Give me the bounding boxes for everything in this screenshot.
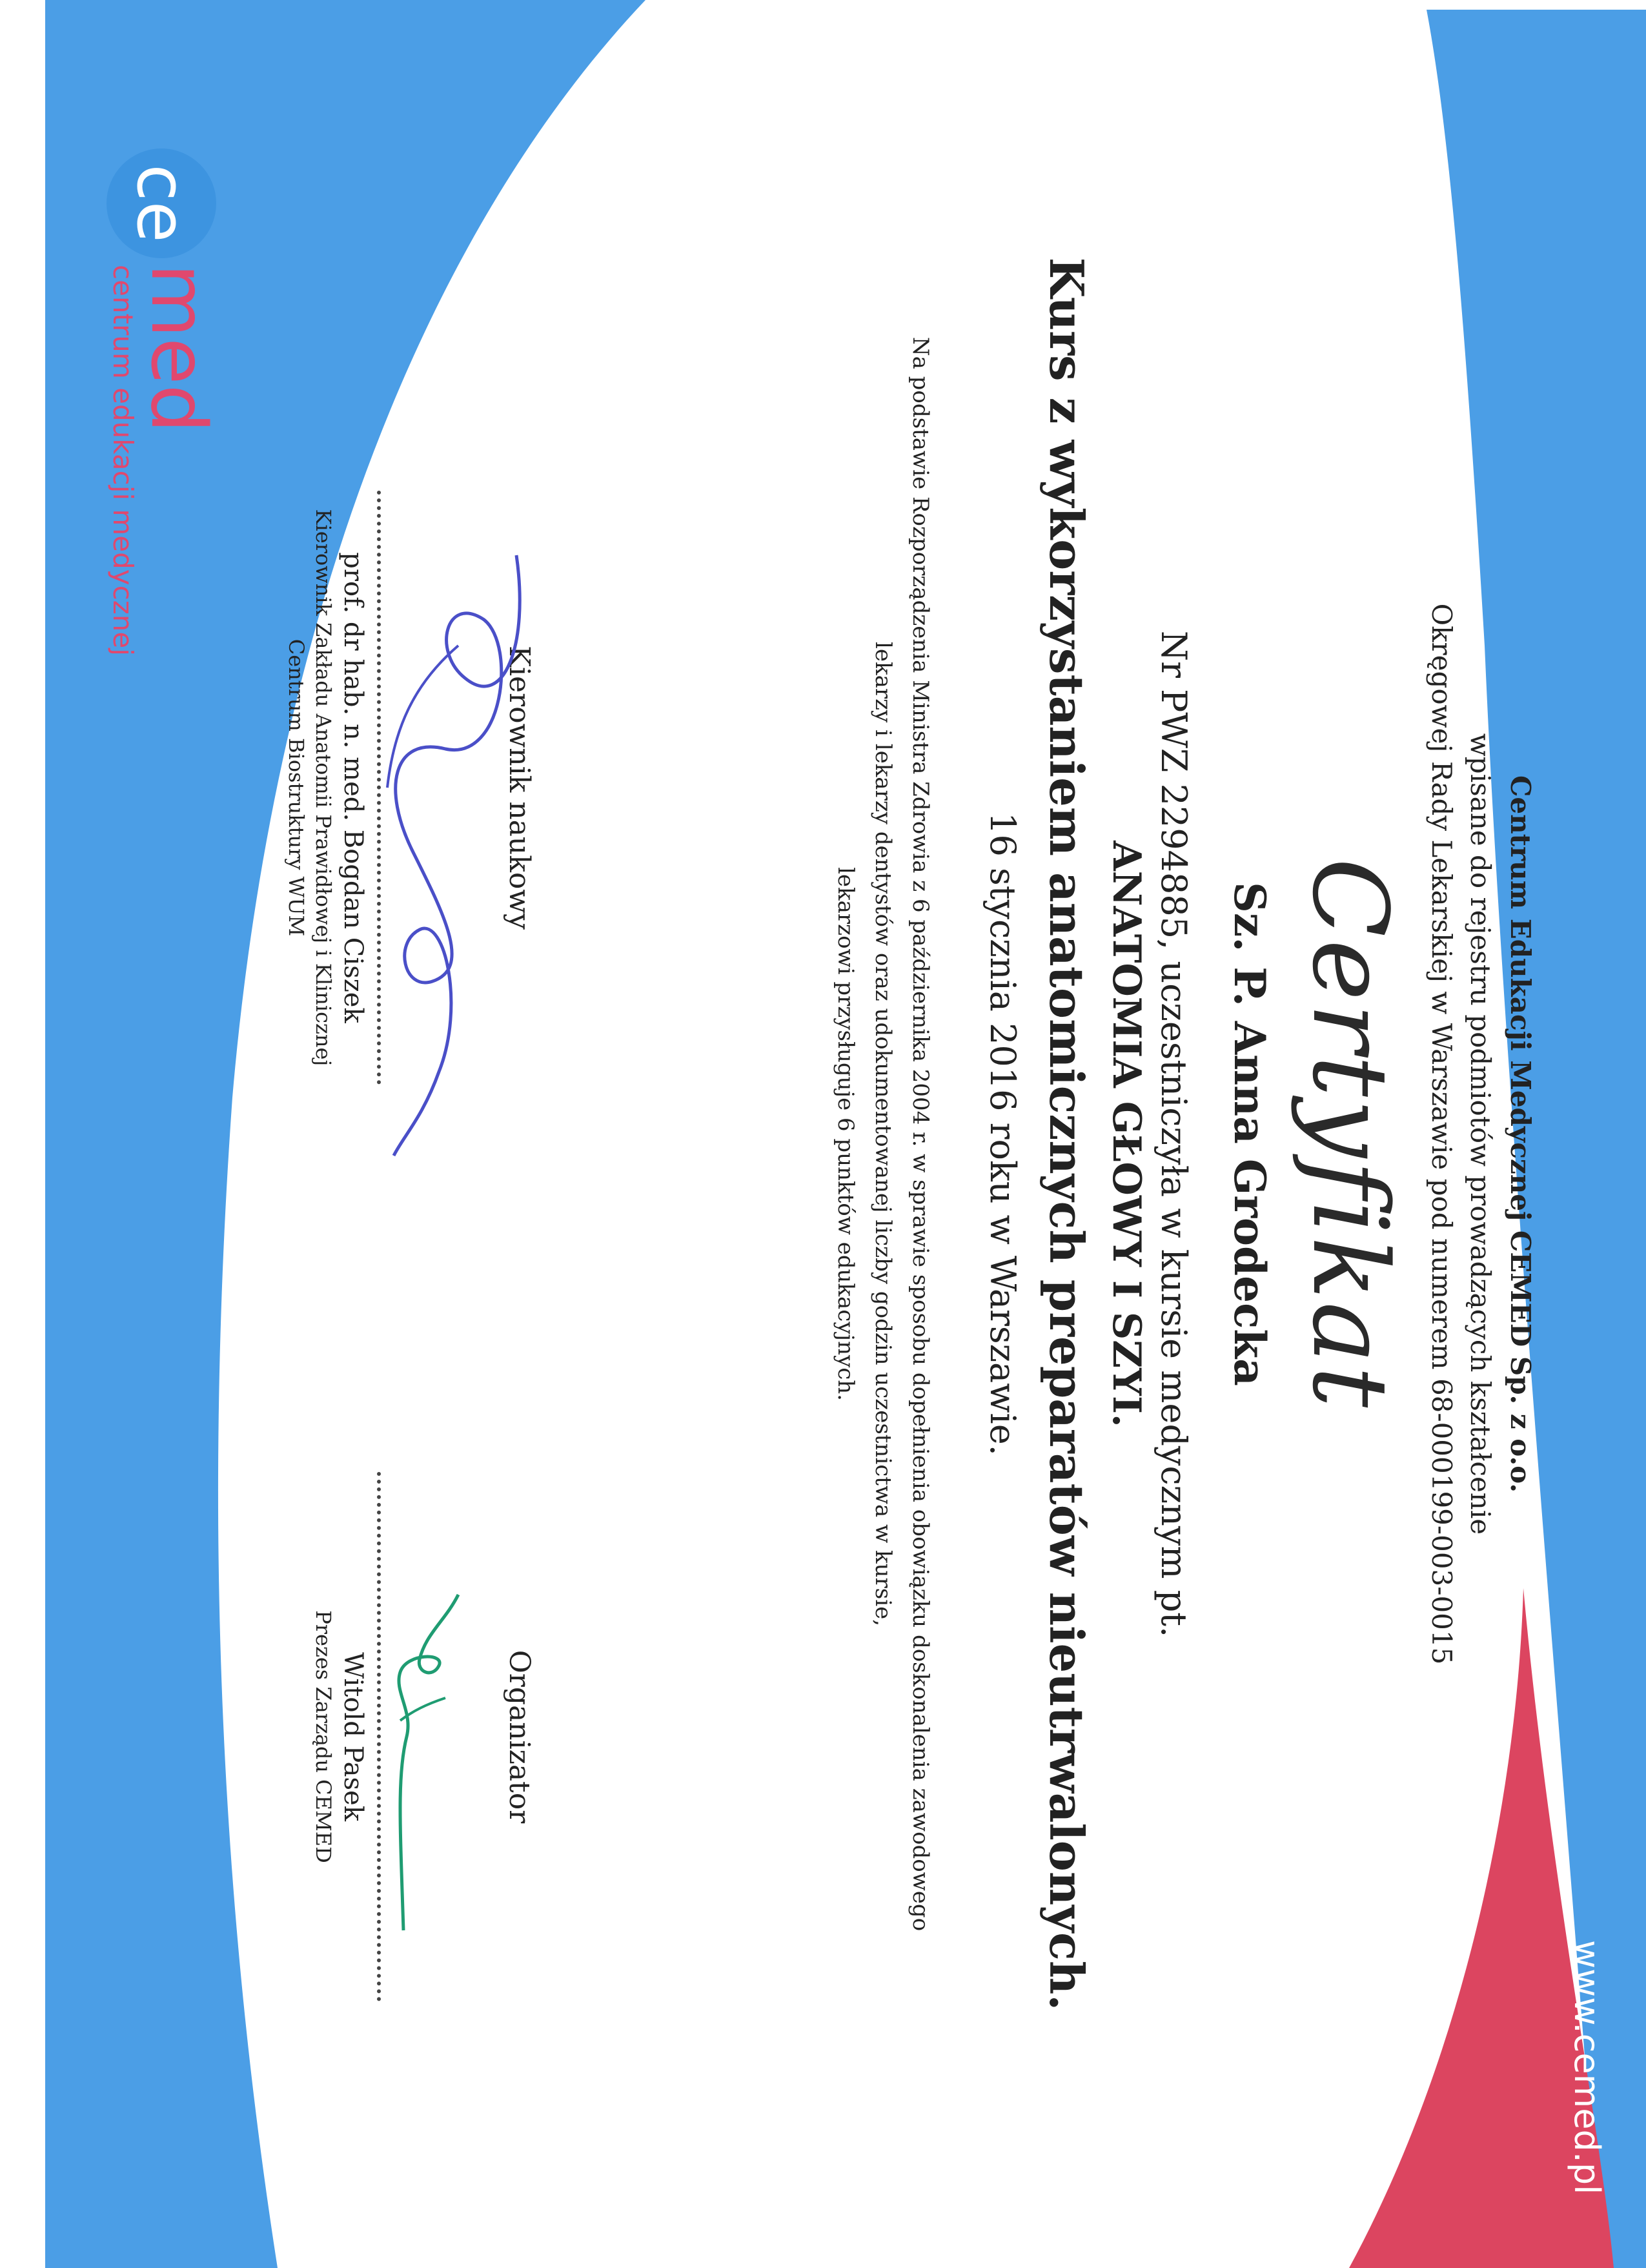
organizer-role: Prezes Zarządu CEMED	[311, 1610, 336, 1863]
logo-circle	[107, 148, 216, 258]
website-url: www.cemed.pl	[1567, 1940, 1607, 2195]
scientific-director-signature-line	[377, 491, 381, 1085]
cemed-logo	[100, 148, 223, 794]
organization-name: Centrum Edukacji Medycznej CEMED Sp. z o.o.	[1505, 775, 1536, 1493]
organizer-signature	[374, 1582, 484, 1943]
organizer-label: Organizator	[503, 1650, 536, 1824]
course-title: ANATOMIA GŁOWY I SZYI.	[1104, 841, 1149, 1427]
certificate-title: Certyfikat	[1290, 857, 1410, 1411]
scientific-director-name: prof. dr hab. n. med. Bogdan Ciszek	[338, 552, 368, 1023]
recipient-name: Sz. P. Anna Grodecka	[1224, 882, 1275, 1386]
course-date: 16 stycznia 2016 roku w Warszawie.	[982, 812, 1023, 1456]
legal-line-2: lekarzy i lekarzy dentystów oraz udokumentowanej liczby godzin uczestnictwa w kursie,	[870, 641, 896, 1627]
course-subtitle: Kurs z wykorzystaniem anatomicznych preparatów nieutrwalonych.	[1039, 257, 1094, 2011]
scientific-director-label: Kierownik naukowy	[503, 646, 536, 930]
registry-line: wpisane do rejestru podmiotów prowadzących kształcenie	[1465, 733, 1496, 1535]
legal-line-1: Na podstawie Rozporządzenia Ministra Zdrowia z 6 października 2004 r. w sprawie sposobu dopełnienia obowiązku doskonalenia zawodowego	[908, 336, 933, 1932]
pwz-line: Nr PWZ 2294885, uczestniczyła w kursie medycznym pt.	[1153, 630, 1194, 1638]
scientific-director-institution: Centrum Biostruktury WUM	[284, 639, 309, 937]
legal-notice	[827, 0, 939, 2268]
logo-med-text: med	[134, 263, 223, 433]
legal-line-3: lekarzowi przysługuje 6 punktów edukacyjnych.	[833, 867, 859, 1401]
logo-ce-text: ce	[122, 164, 201, 243]
registry-number-line: Okręgowej Rady Lekarskiej w Warszawie pod numerem 68-000199-003-0015	[1426, 603, 1458, 1665]
organizer-signature-line	[377, 1472, 381, 2001]
logo-tagline: centrum edukacji medycznej	[107, 265, 139, 656]
organizer-name: Witold Pasek	[338, 1652, 368, 1821]
scientific-director-role: Kierownik Zakładu Anatomii Prawidłowej i Klinicznej	[311, 509, 336, 1067]
